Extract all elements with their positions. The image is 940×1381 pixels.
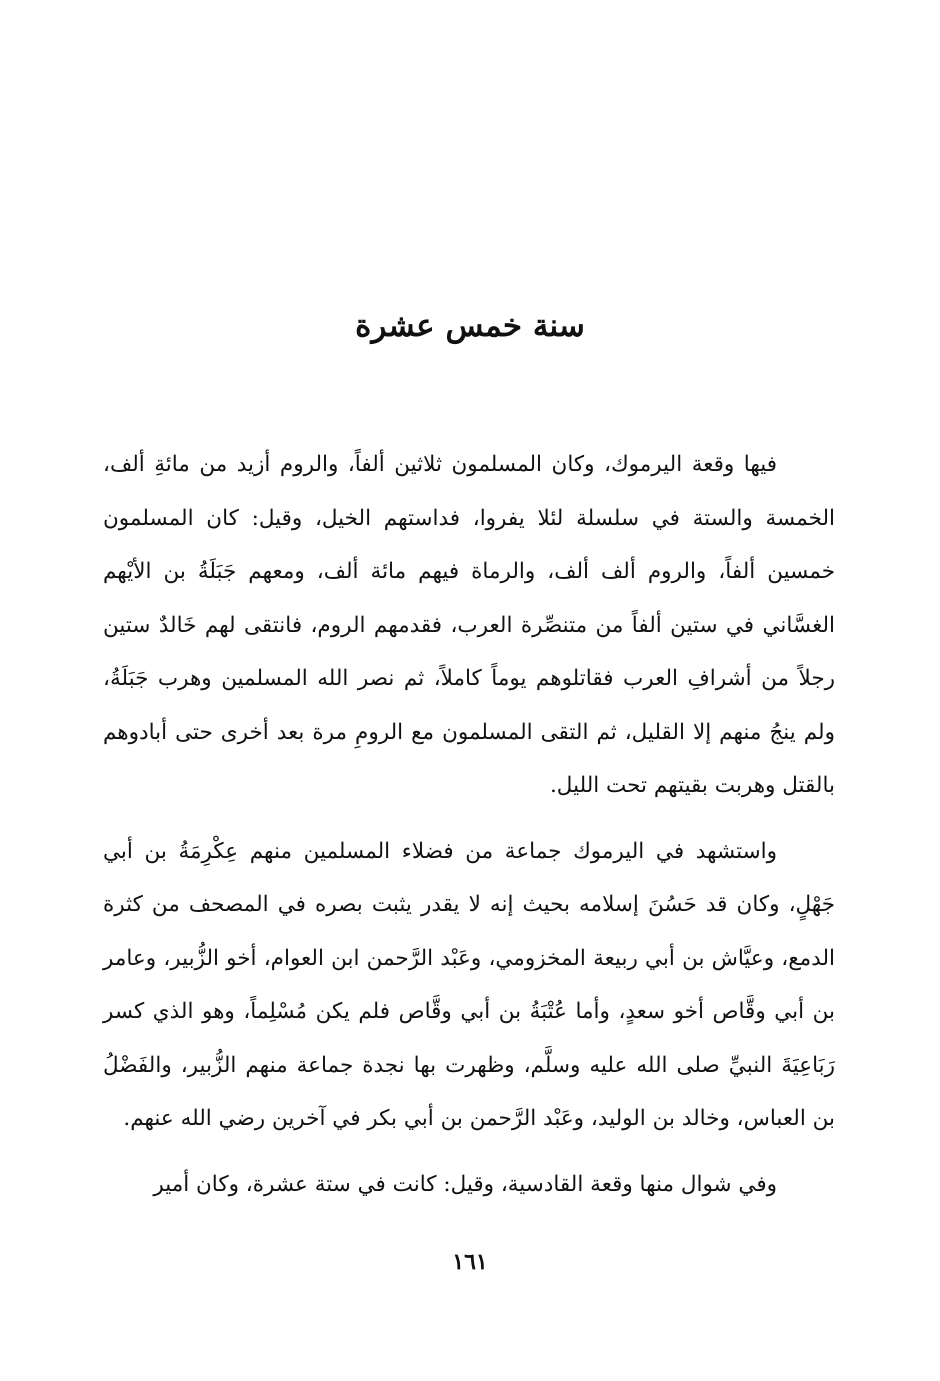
- chapter-title: سنة خمس عشرة: [355, 308, 585, 344]
- page-number: ١٦١: [452, 1249, 488, 1275]
- paragraph-qadisiyyah: وفي شوال منها وقعة القادسية، وقيل: كانت في ستة عشرة، وكان أمير: [153, 1171, 777, 1197]
- paragraph-yarmouk-battle: فيها وقعة اليرموك، وكان المسلمون ثلاثين ألفاً، والروم أزيد من مائةِ ألف، الخمسة والستة في سلسلة لئلا يفروا، فداستهم الخيل، وقيل: كان المسلمون خمسين ألفاً، والروم ألف ألف، والرماة فيهم مائة ألف، ومعهم جَبَلَةُ بن الأيْهم الغسَّاني في ستين ألفاً من متنصِّرة العرب، فقدمهم الروم، فانتقى لهم خَالدٌ ستين رجلاً من أشرافِ العرب فقاتلوهم يوماً كاملاً، ثم نصر الله المسلمين وهرب جَبَلَةُ، ولم ينجُ منهم إلا القليل، ثم التقى المسلمون مع الرومِ مرة بعد أخرى حتى أبادوهم بالقتل وهربت بقيتهم تحت الليل.: [103, 452, 835, 798]
- body-text: [103, 438, 835, 1223]
- paragraph-martyrs: واستشهد في اليرموك جماعة من فضلاء المسلمين منهم عِكْرِمَةُ بن أبي جَهْلٍ، وكان قد حَسُنَ إسلامه بحيث إنه لا يقدر يثبت بصره في المصحف من كثرة الدمع، وعيَّاش بن أبي ربيعة المخزومي، وعَبْد الرَّحمن ابن العوام، أخو الزُّبير، وعامر بن أبي وقَّاص أخو سعدٍ، وأما عُتْبَةُ بن أبي وقَّاص فلم يكن مُسْلِماً، وهو الذي كسر رَبَاعِيَةَ النبيِّ صلى الله عليه وسلَّم، وظهرت بها نجدة جماعة منهم الزُّبير، والفَضْلُ بن العباس، وخالد بن الوليد، وعَبْد الرَّحمن بن أبي بكر في آخرين رضي الله عنهم.: [103, 838, 835, 1131]
